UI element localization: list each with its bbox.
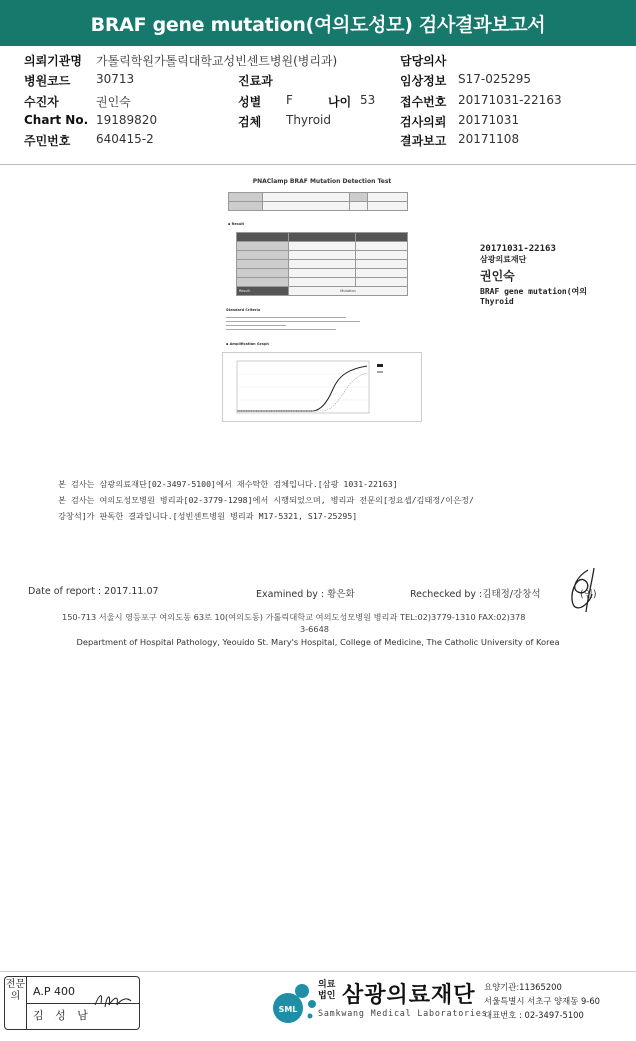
report-title-bar [0, 0, 636, 46]
scan-result-table [236, 232, 408, 296]
clinical-value: S17-025295 [458, 72, 532, 86]
chart-value: 19189820 [96, 113, 158, 127]
scan-graph-heading: ▪ Amplification Graph [226, 342, 269, 346]
info-row-code [24, 72, 624, 90]
specimen-value: Thyroid [286, 113, 331, 127]
note-line-1: 본 검사는 삼광의료재단[02-3497-5100]에서 재수탁한 검체입니다.[삼광 1031-22163] [58, 479, 398, 489]
scan-final-value: Mutation [289, 287, 408, 296]
stamp-org: 삼광의료재단 [480, 255, 527, 264]
pathologist-signature-icon [93, 989, 135, 1011]
attending-label: 담당의사 [400, 54, 447, 68]
hospital-value: 가톨릭학원가톨릭대학교성빈센트병원(병리과) [96, 54, 338, 68]
id-value: 640415-2 [96, 132, 154, 146]
id-label: 주민번호 [24, 134, 71, 148]
scan-final-label: Result [237, 287, 289, 296]
stamp-receipt: 20171031-22163 [480, 244, 556, 254]
info-row-hospital [24, 52, 624, 70]
receipt-label: 접수번호 [400, 95, 447, 109]
scan-title: PNAClamp BRAF Mutation Detection Test [252, 178, 392, 185]
sex-value: F [286, 93, 293, 107]
rechecked-by: Rechecked by :김태정/강창석 [410, 589, 541, 600]
header-divider [0, 164, 636, 165]
specimen-stamp [480, 244, 636, 306]
report-notes [58, 476, 578, 524]
org-type: 의료법인 [318, 980, 336, 1001]
clinical-label: 임상정보 [400, 74, 447, 88]
info-row-chart [24, 113, 624, 131]
sml-logo-icon [268, 976, 320, 1028]
org-license: 요양기관:11365200 [484, 982, 562, 992]
code-label: 병원코드 [24, 74, 71, 88]
patient-value: 권인숙 [96, 95, 131, 109]
stamp-specimen: Thyroid [480, 297, 514, 306]
report-date: Date of report : 2017.11.07 [28, 586, 159, 597]
stamp-license: A.P 400 [33, 985, 75, 998]
chart-label: Chart No. [24, 113, 89, 127]
note-line-3: 강창석]가 판독한 결과입니다.[성빈센트병원 병리과 M17-5321, S17-25295] [58, 511, 358, 521]
graph-legend-key-2 [377, 371, 383, 373]
address-line: 150-713 서울시 영등포구 여의도동 63로 10(여의도동) 가톨릭대학교 여의도성모병원 병리과 TEL:02)3779-1310 FAX:02)378 [62, 612, 526, 622]
bottom-rule [0, 971, 636, 972]
note-line-2: 본 검사는 여의도성모병원 병리과[02-3779-1298]에서 시행되었으며, 병리과 전문의[정요셉/김태정/이은정/ [58, 495, 474, 505]
graph-curve-mutant [237, 366, 367, 411]
graph-legend-key-1 [377, 364, 383, 367]
scan-criteria-heading: Standard Criteria [226, 308, 261, 312]
examined-by: Examined by : 황은화 [256, 589, 355, 600]
age-label: 나이 [328, 95, 352, 109]
code-value: 30713 [96, 72, 135, 86]
org-name-en: Samkwang Medical Laboratories [318, 1008, 488, 1018]
receipt-value: 20171031-22163 [458, 93, 562, 107]
age-value: 53 [360, 93, 376, 107]
org-address: 서울특별시 서초구 양재동 9-60 [484, 996, 600, 1006]
patient-label: 수진자 [24, 95, 59, 109]
stamp-test: BRAF gene mutation(여의 [480, 287, 587, 296]
request-value: 20171031 [458, 113, 520, 127]
result-label: 결과보고 [400, 134, 447, 148]
scan-result-heading: ▪ Result [228, 222, 245, 226]
department-line: Department of Hospital Pathology, Yeouido St. Mary's Hospital, College of Medicine, The Catholic University of Korea [76, 637, 560, 647]
dept-label: 진료과 [238, 74, 273, 88]
info-row-patient [24, 93, 624, 111]
scan-sample-table [228, 192, 408, 211]
stamp-vertical-label: 전문의 [5, 977, 27, 1029]
info-row-id [24, 132, 624, 150]
amplification-graph [222, 352, 422, 422]
scan-criteria-lines [226, 314, 366, 330]
hospital-label: 의뢰기관명 [24, 54, 82, 68]
stamp-name: 김 성 남 [33, 1009, 92, 1022]
stamp-patient: 권인숙 [480, 269, 515, 283]
report-title: BRAF gene mutation(여의도성모) 검사결과보고서 [90, 13, 546, 36]
org-name: 삼광의료재단 [342, 983, 476, 1008]
signature-icon [548, 566, 608, 614]
graph-curve-wild [237, 373, 367, 411]
sex-label: 성별 [238, 95, 262, 109]
seal-mark: (인) [580, 589, 597, 600]
specimen-label: 검체 [238, 115, 262, 129]
pathologist-stamp [4, 976, 140, 1030]
scanned-test-report [222, 170, 422, 442]
result-value: 20171108 [458, 132, 520, 146]
amplification-graph-svg [223, 353, 423, 423]
org-contact [484, 980, 634, 1022]
logo-text: SML [278, 1005, 298, 1014]
address-cont: 3-6648 [300, 624, 330, 634]
request-label: 검사의뢰 [400, 115, 447, 129]
org-phone: 대표번호 : 02-3497-5100 [484, 1010, 584, 1020]
